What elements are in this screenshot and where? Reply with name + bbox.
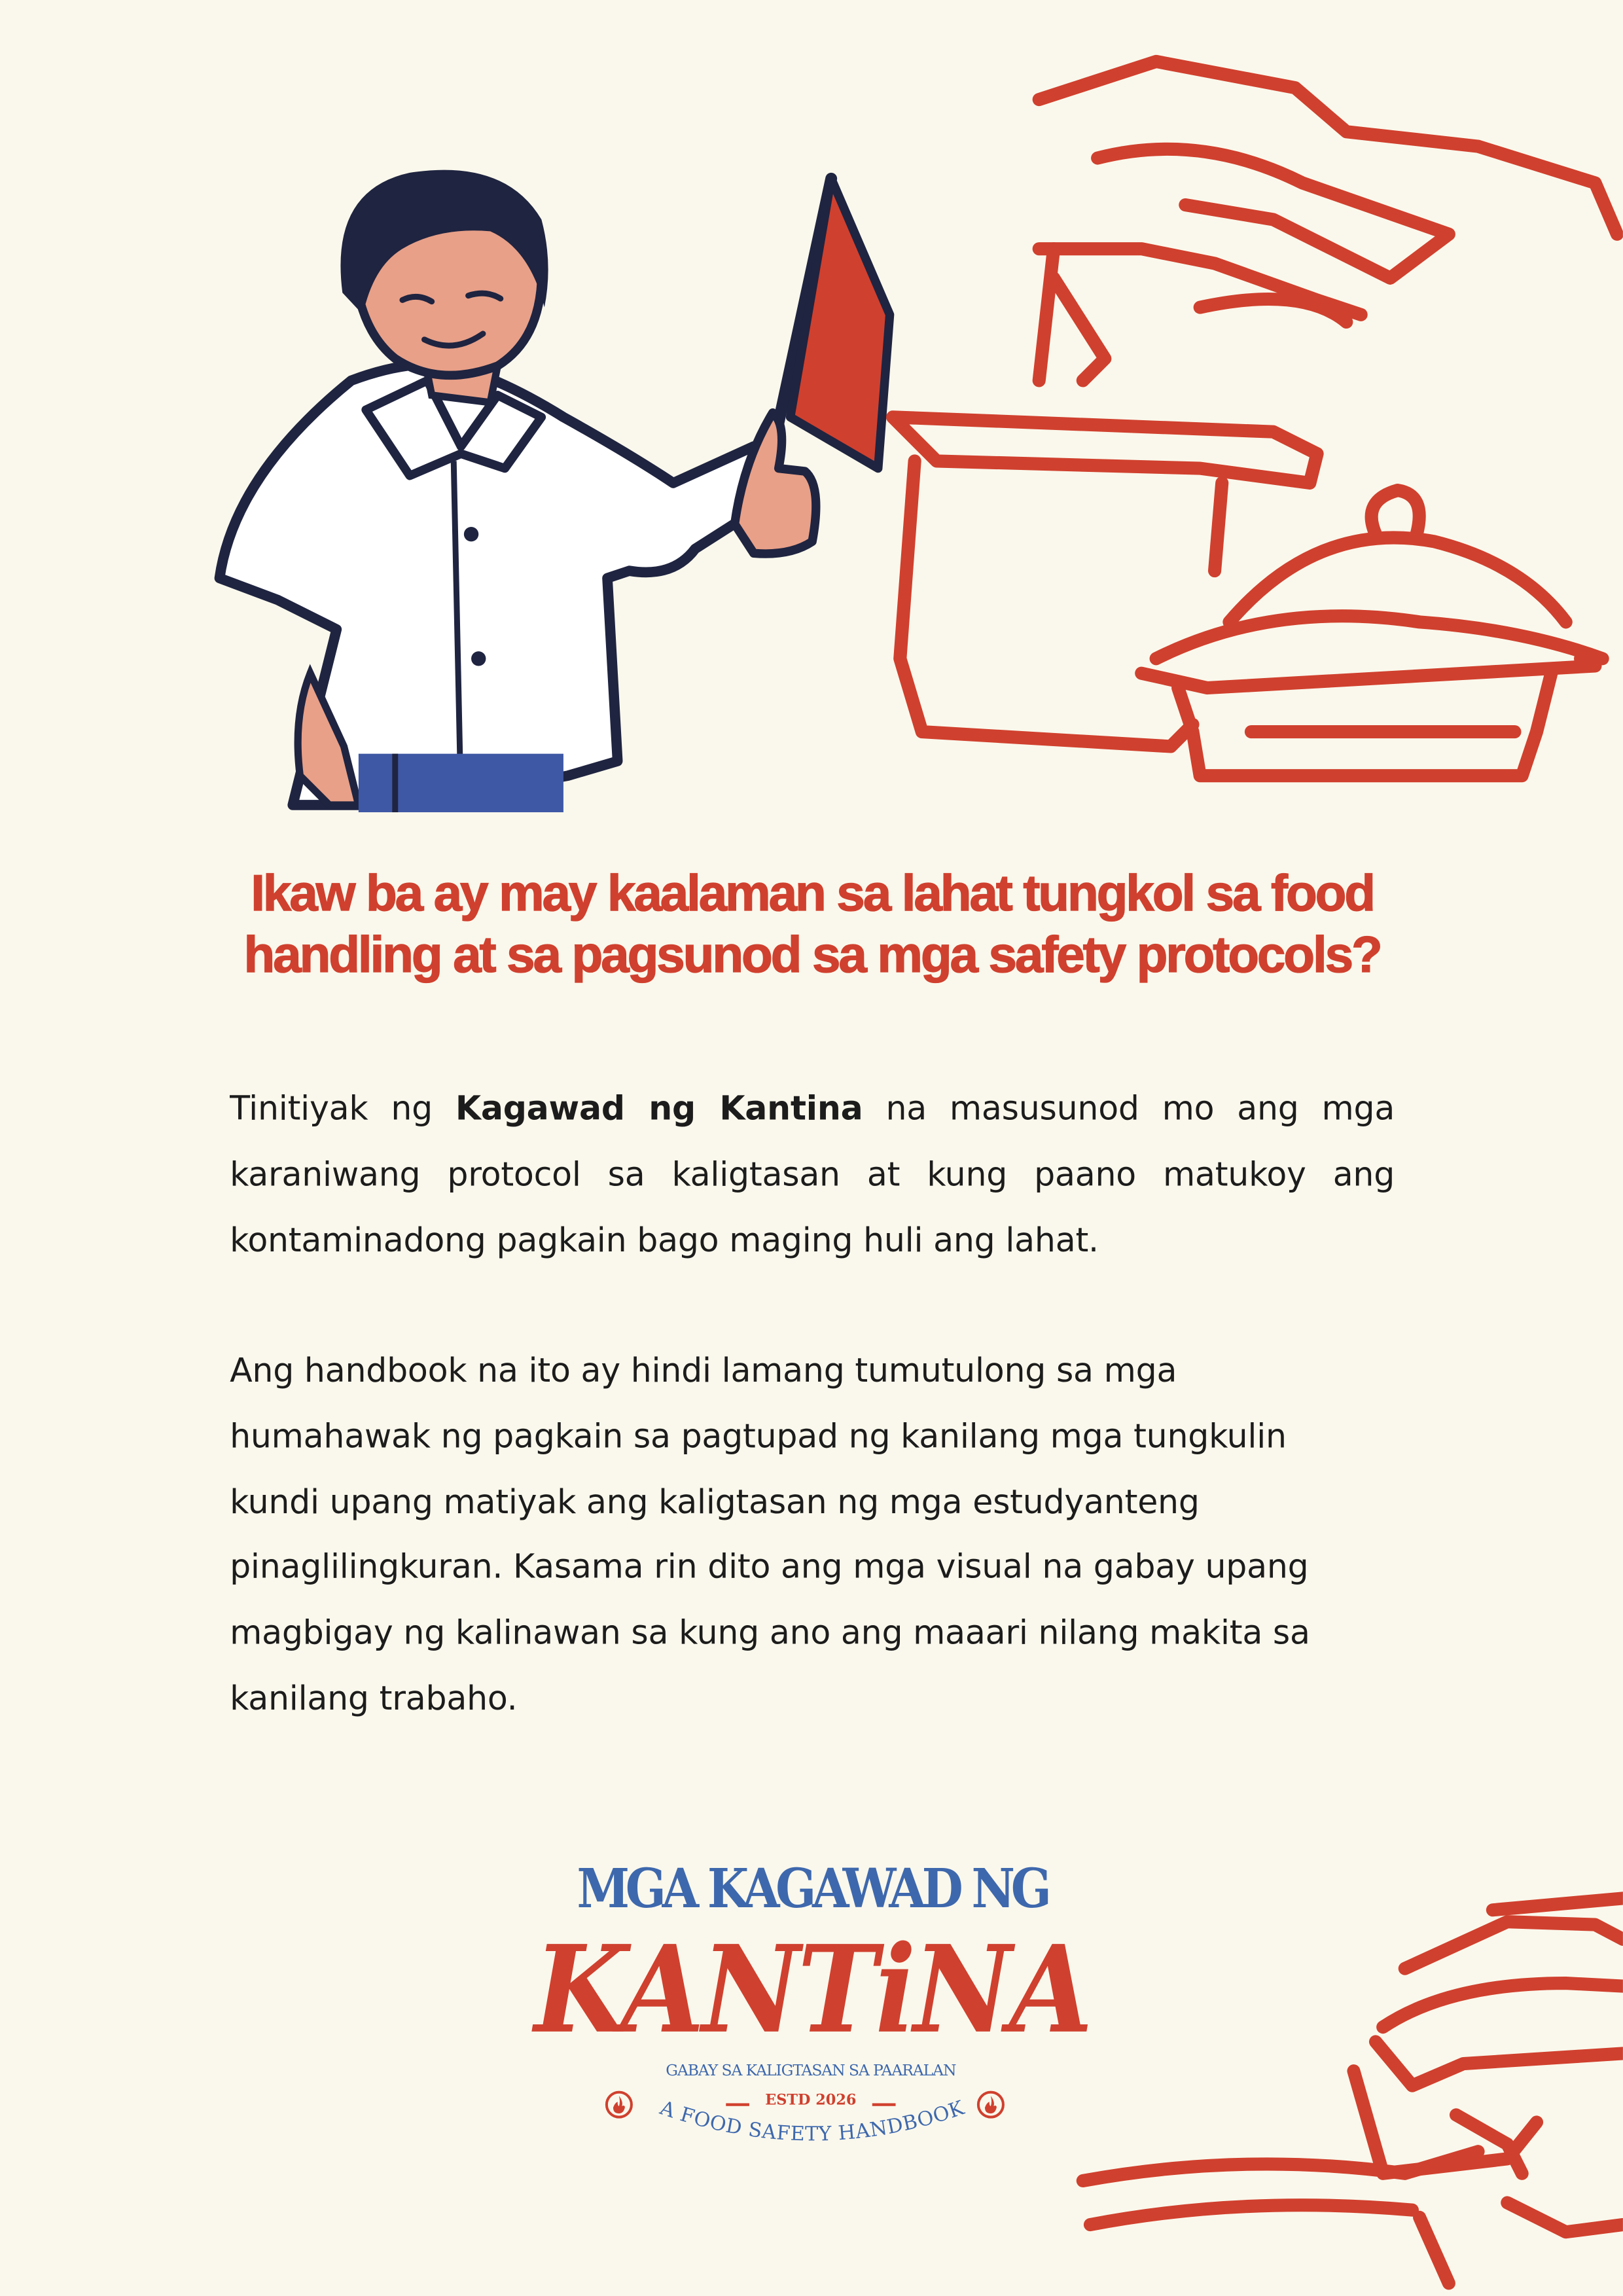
brand-name: Kagawad ng Kantina [455, 1090, 863, 1129]
intro-paragraph [230, 1077, 1395, 1274]
logo-main-text: KANTiNA [531, 1919, 1090, 2060]
headline-line-1: Ikaw ba ay may kaalaman sa lahat tungkol sa food [251, 865, 1374, 922]
handbook-line: kundi upang matiyak ang kaligtasan ng mga estudyanteng [230, 1483, 1200, 1522]
handbook-line: humahawak ng pagkain sa pagtupad ng kanilang mga tungkulin [230, 1418, 1287, 1456]
headline-line-2: handling at sa pagsunod sa mga safety protocols? [243, 926, 1381, 984]
handbook-paragraph [230, 1339, 1395, 1732]
logo-arc-label: A FOOD SAFETY HANDBOOK [657, 2096, 968, 2146]
logo-tagline: GABAY SA KALIGTASAN SA PAARALAN [666, 2062, 956, 2080]
intro-line-3: kontaminadong pagkain bago maging huli ang lahat. [230, 1221, 1099, 1260]
svg-text:A FOOD SAFETY HANDBOOK [656, 2096, 967, 2146]
handbook-line: magbigay ng kalinawan sa kung ano ang maaari nilang makita sa [230, 1614, 1310, 1653]
intro-text: na masusunod mo ang mga [863, 1090, 1395, 1129]
logo-arc-text [615, 2064, 1010, 2166]
page-headline [161, 863, 1463, 986]
intro-line-2: karaniwang protocol sa kaligtasan at kung paano matukoy ang [230, 1156, 1395, 1194]
intro-text: Tinitiyak ng [230, 1090, 455, 1129]
handbook-line: kanilang trabaho. [230, 1680, 518, 1719]
handbook-line: Ang handbook na ito ay hindi lamang tumutulong sa mga [230, 1352, 1177, 1391]
handbook-line: pinaglilingkuran. Kasama rin dito ang mga visual na gabay upang [230, 1549, 1309, 1587]
cooking-pot-illustration [834, 44, 1623, 812]
intro-line-1 [230, 1077, 1395, 1143]
student-with-flag-illustration [190, 161, 908, 812]
logo-estd: ESTD 2026 [765, 2092, 857, 2109]
logo-top-text: MGA KAGAWAD NG [577, 1856, 1048, 1920]
corner-pot-illustration [1068, 1881, 1623, 2295]
logo-main-wordmark [520, 1914, 1105, 2061]
